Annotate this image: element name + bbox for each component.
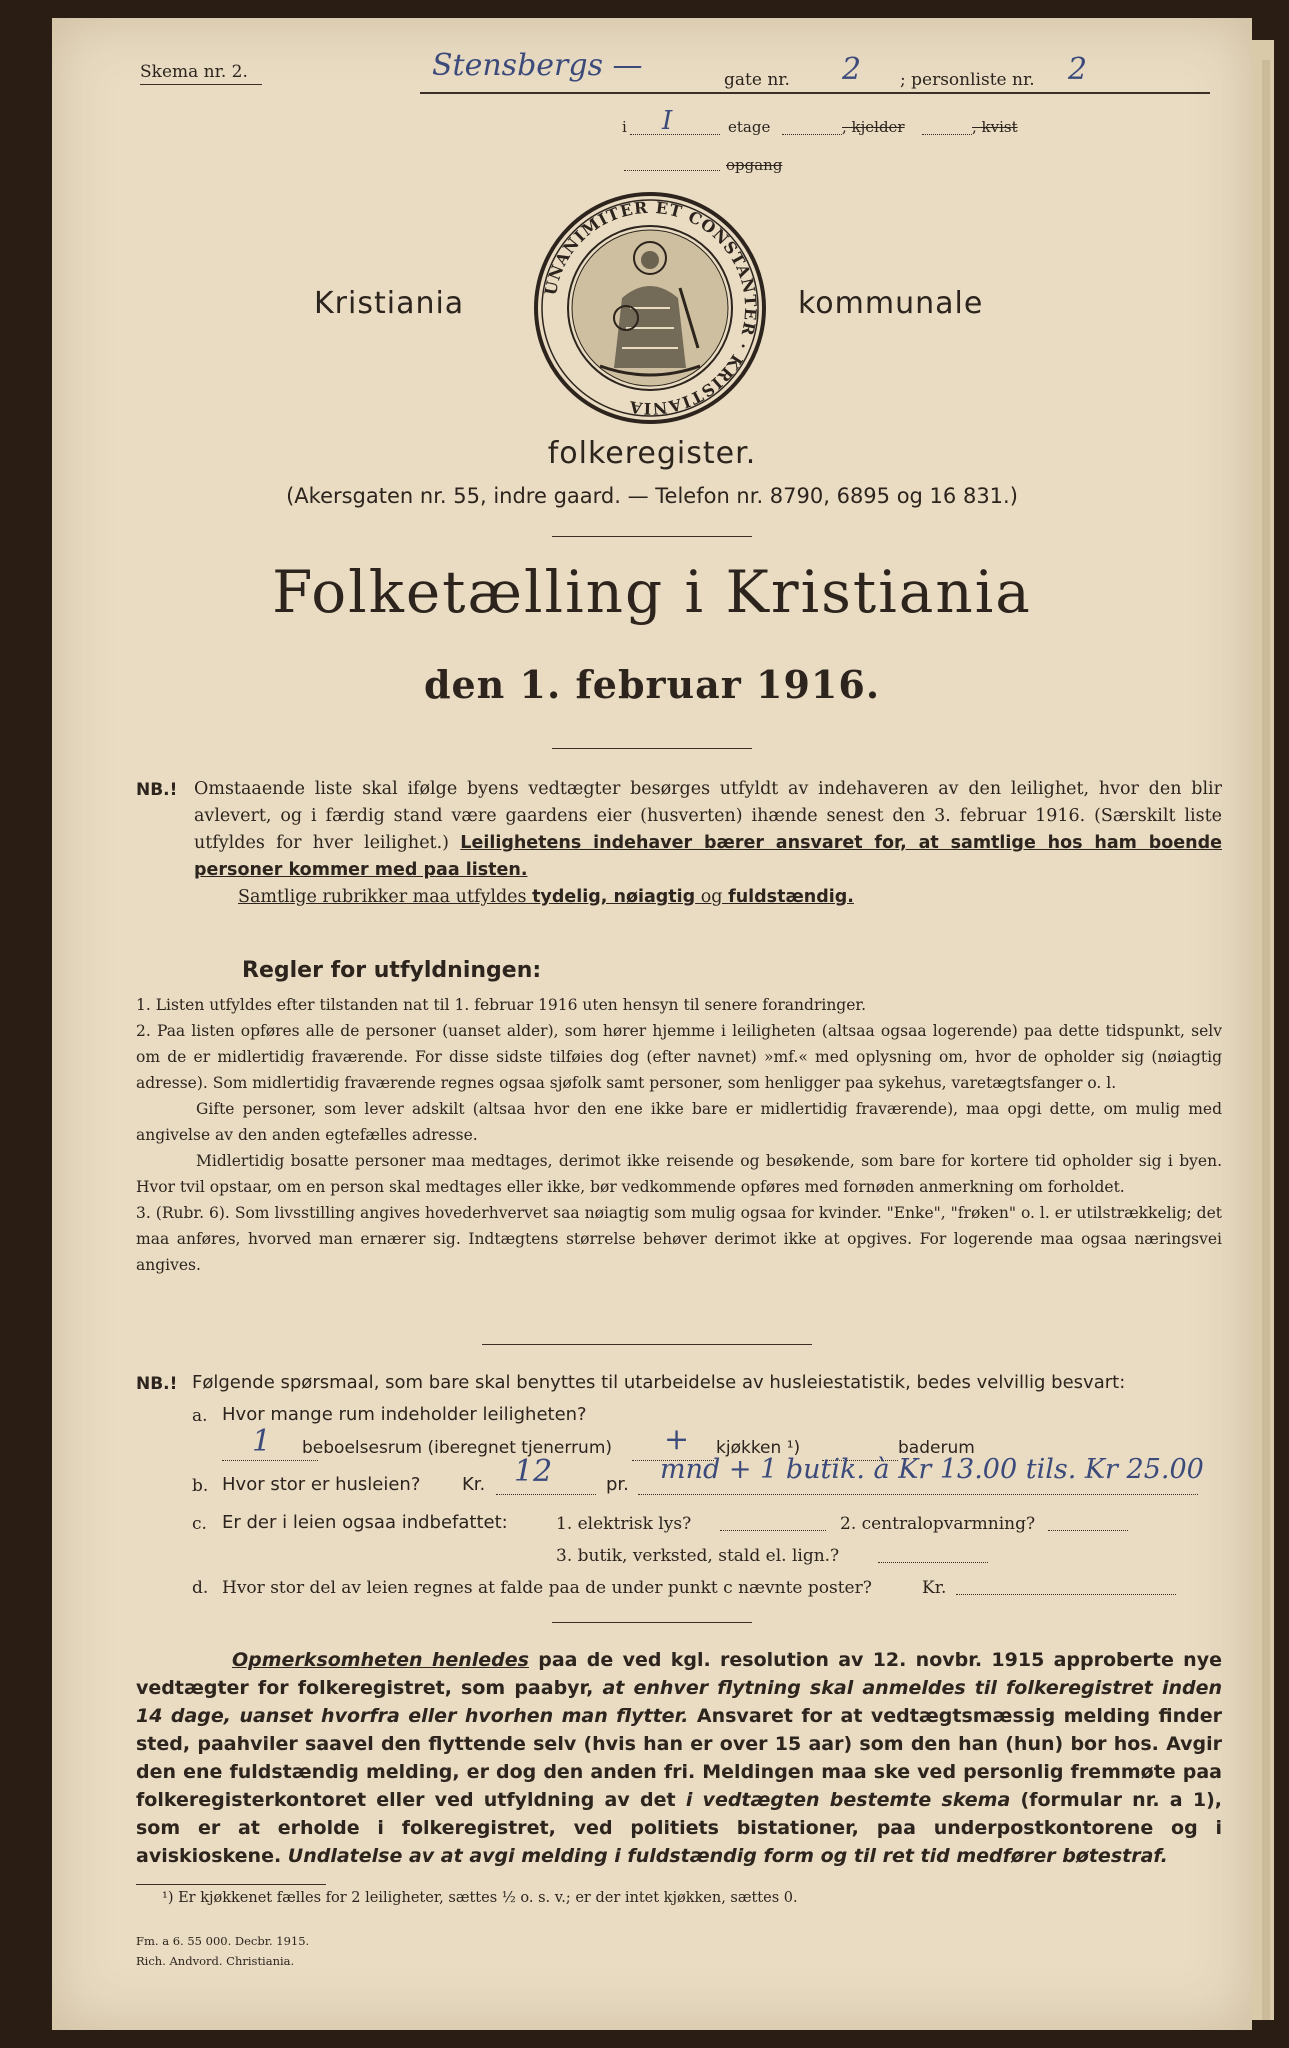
c2-label: 2. centralopvarmning? xyxy=(840,1514,1036,1534)
etage-label: etage xyxy=(728,118,771,136)
schema-label: Skema nr. 2. xyxy=(140,62,248,82)
nb1-label: NB.! xyxy=(136,780,178,800)
city-seal xyxy=(530,188,770,428)
question-b: Hvor stor er husleien? xyxy=(222,1474,421,1495)
rooms-label: beboelsesrum (iberegnet tjenerrum) xyxy=(302,1438,613,1458)
kr-label: Kr. xyxy=(462,1474,486,1495)
nb2-intro: Følgende spørsmaal, som bare skal benyttes til utarbeidelse av husleiestatistik, bedes velvillig besvart: xyxy=(192,1372,1126,1393)
nb2-label: NB.! xyxy=(136,1374,178,1394)
kitchen-value: + xyxy=(664,1422,690,1457)
form-date: den 1. februar 1916. xyxy=(423,662,881,707)
personliste-value: 2 xyxy=(1068,52,1088,87)
page-edge-inner xyxy=(1262,60,1270,2020)
gate-label: gate nr. xyxy=(724,70,790,90)
bath-label: baderum xyxy=(898,1438,975,1458)
rooms-value: 1 xyxy=(252,1424,272,1459)
qa-label: a. xyxy=(192,1406,208,1426)
opgang-label: opgang xyxy=(726,156,783,174)
qc-label: c. xyxy=(192,1514,207,1534)
rent-value: 12 xyxy=(514,1454,553,1489)
seal-left-text: Kristiania xyxy=(314,286,465,321)
office-name: folkeregister. xyxy=(547,436,757,471)
kjelder-label: , kjelder xyxy=(842,118,905,136)
rules-list xyxy=(136,992,1222,1278)
rule-2-gifte: Gifte personer, som lever adskilt (altsaa hvor den ene ikke bare er midlertidig fraværende), maa opgi dette, om mulig med angivelse av den anden egtefælles adresse. xyxy=(136,1100,1222,1144)
office-address: (Akersgaten nr. 55, indre gaard. — Telefon nr. 8790, 6895 og 16 831.) xyxy=(286,484,1018,508)
question-c: Er der i leien ogsaa indbefattet: xyxy=(222,1512,508,1533)
nb1-text: Omstaaende liste skal ifølge byens vedtægter besørges utfyldt av indehaveren av den leilighet, hvor den blir avlevert, og i færdig stand være gaardens eier (husverten) ihænde senest den 3. februar 1916. (Særskilt liste utfyldes for hver leilighet.) Leilighetens indehaver bærer ansvaret for, at samtlige hos ham boende personer kommer med paa listen. Samtlige rubrikker maa utfyldes tydelig, nøiagtig og fuldstændig. xyxy=(194,779,1222,907)
seal-right-text: kommunale xyxy=(798,286,984,321)
rule-3: 3. (Rubr. 6). Som livsstilling angives hovederhvervet saa nøiagtig som mulig ogsaa for kvinder. "Enke", "frøken" o. l. er utilstrækkelig; det maa anføres, hvorved man ernærer sig. Indtægtens størrelse behøver derimot ikke at opgives. For logerende maa ogsaa næringsvei angives. xyxy=(136,1204,1222,1274)
rule-1: 1. Listen utfyldes efter tilstanden nat til 1. februar 1916 uten hensyn til senere forandringer. xyxy=(136,996,867,1014)
kvist-label: , kvist xyxy=(972,118,1018,136)
footnote: ¹) Er kjøkkenet fælles for 2 leiligheter, sættes ½ o. s. v.; er der intet kjøkken, sættes 0. xyxy=(162,1890,798,1906)
census-form xyxy=(52,18,1252,2030)
notice-paragraph: Opmerksomheten henledes paa de ved kgl. resolution av 12. novbr. 1915 approberte nye vedtægter for folkeregistret, som paabyr, at enhver flytning skal anmeldes til folkeregistret inden 14 dage, uanset hvorfra eller hvorhen man flytter. Ansvaret for at vedtægtsmæssig melding finder sted, paahviler saavel den flyttende selv (hvis han er over 15 aar) som den han (hun) bor hos. Avgir den ene fuldstændig melding, er dog den anden fri. Meldingen maa ske ved personlig fremmøte paa folkeregisterkontoret eller ved utfyldning av det i vedtægten bestemte skema (formular nr. a 1), som er at erholde i folkeregistret, ved politiets bistationer, paa underpostkontorene og i aviskioskene. Undlatelse av at avgi melding i fuldstændig form og til ret tid medfører bøtestraf. xyxy=(136,1649,1222,1867)
rent-period-value: mnd + 1 butik. à Kr 13.00 tils. Kr 25.00 xyxy=(660,1454,1204,1485)
kitchen-label: kjøkken ¹) xyxy=(716,1438,801,1458)
floor-value: I xyxy=(662,106,673,136)
c1-label: 1. elektrisk lys? xyxy=(556,1514,692,1534)
rule-2-bosatte: Midlertidig bosatte personer maa medtages, derimot ikke reisende og besøkende, som bare for kortere tid opholder sig i byen. Hvor tvil opstaar, om en person skal medtages eller ikke, bør vedkommende opføres med fornøden anmerkning om forholdet. xyxy=(136,1152,1222,1196)
pr-label: pr. xyxy=(606,1474,629,1495)
seal-ring-text: UNANIMITER ET CONSTANTER · KRISTIANIA xyxy=(540,197,761,419)
personliste-label: ; personliste nr. xyxy=(900,70,1035,90)
qd-label: d. xyxy=(192,1578,209,1598)
imprint-line-1: Fm. a 6. 55 000. Decbr. 1915. xyxy=(136,1934,310,1948)
question-d: Hvor stor del av leien regnes at falde paa de under punkt c nævnte poster? xyxy=(222,1578,872,1598)
kr2-label: Kr. xyxy=(922,1578,947,1598)
i-label: i xyxy=(622,118,627,136)
form-title: Folketælling i Kristiania xyxy=(272,558,1032,626)
rule-2: 2. Paa listen opføres alle de personer (uanset alder), som hører hjemme i leiligheten (altsaa ogsaa logerende) paa dette tidspunkt, selv om de er midlertidig fraværende. For disse sidste tilføies dog (efter navnet) »mf.« med oplysning om, hvor de opholder sig (nøiagtig adresse). Som midlertidig fraværende regnes ogsaa sjøfolk samt personer, som henligger paa sykehus, varetægtsfanger o. l. xyxy=(136,1022,1222,1092)
imprint-line-2: Rich. Andvord. Christiania. xyxy=(136,1954,295,1968)
gate-value: 2 xyxy=(842,52,862,87)
c3-label: 3. butik, verksted, stald el. lign.? xyxy=(556,1546,840,1566)
street-value: Stensbergs — xyxy=(432,48,643,83)
rules-heading: Regler for utfyldningen: xyxy=(242,958,542,983)
qb-label: b. xyxy=(192,1476,209,1496)
question-a: Hvor mange rum indeholder leiligheten? xyxy=(222,1404,587,1425)
